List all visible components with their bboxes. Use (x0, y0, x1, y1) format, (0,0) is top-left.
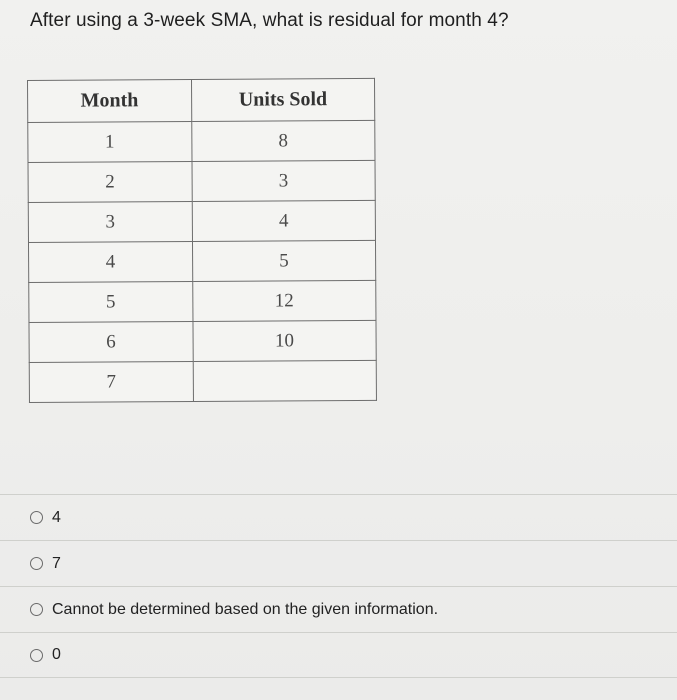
radio-button-icon[interactable] (30, 511, 43, 524)
radio-button-icon[interactable] (30, 557, 43, 570)
cell-month: 4 (28, 241, 192, 282)
header-month: Month (28, 79, 192, 122)
cell-month: 3 (28, 201, 192, 242)
radio-button-icon[interactable] (30, 603, 43, 616)
radio-button-icon[interactable] (30, 649, 43, 662)
header-units-sold: Units Sold (191, 78, 375, 121)
cell-month: 2 (28, 161, 192, 202)
cell-month: 1 (28, 121, 192, 162)
answer-option[interactable] (0, 540, 677, 586)
answer-option[interactable] (0, 494, 677, 540)
answer-option-label: 7 (52, 554, 61, 572)
answer-options (0, 492, 677, 678)
data-table (27, 78, 377, 403)
table-header-row (28, 78, 375, 122)
cell-units: 3 (192, 160, 376, 201)
cell-month: 7 (29, 361, 193, 402)
answer-option[interactable] (0, 632, 677, 678)
table-row (28, 160, 375, 202)
answer-option-label: 4 (52, 508, 61, 526)
answer-option-label: Cannot be determined based on the given information. (52, 600, 439, 618)
cell-units: 12 (192, 280, 376, 321)
table-row (29, 280, 376, 322)
cell-month: 6 (29, 321, 193, 362)
cell-month: 5 (29, 281, 193, 322)
table-row (28, 120, 375, 162)
cell-units (193, 360, 377, 401)
data-table-container (27, 78, 377, 403)
answer-option-label: 0 (52, 646, 61, 663)
cell-units: 4 (192, 200, 376, 241)
table-row (28, 240, 375, 282)
question-text: After using a 3-week SMA, what is residual for month 4? (30, 10, 509, 31)
table-row (28, 200, 375, 242)
answer-option[interactable] (0, 586, 677, 632)
cell-units: 5 (192, 240, 376, 281)
cell-units: 10 (193, 320, 377, 361)
table-row (29, 360, 376, 402)
table-row (29, 320, 376, 362)
cell-units: 8 (191, 120, 375, 161)
